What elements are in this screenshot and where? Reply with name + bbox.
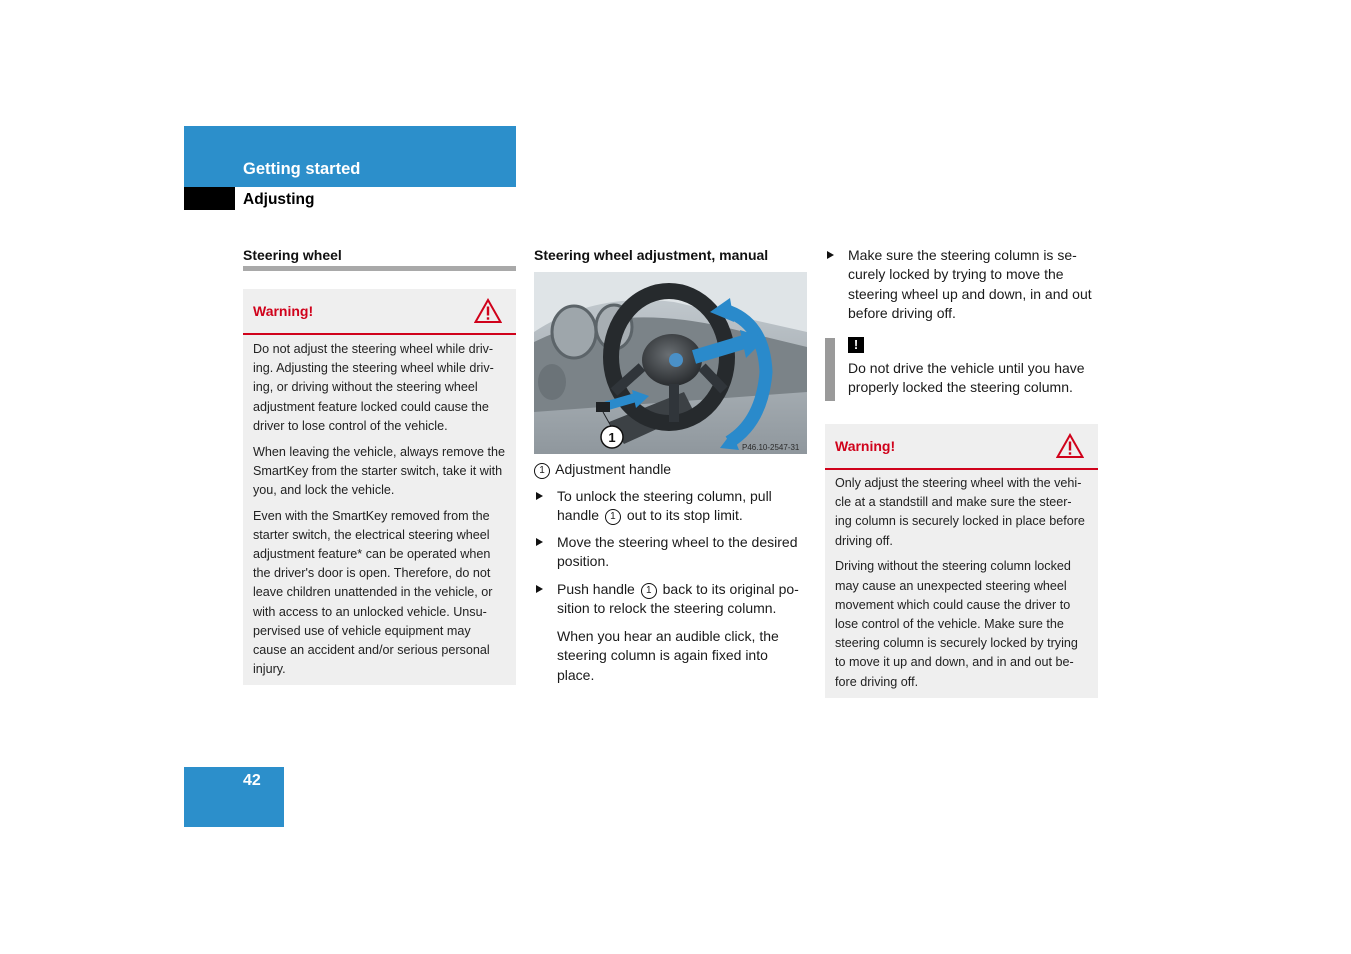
legend-number: 1 [534, 463, 550, 479]
notice-exclamation-icon: ! [848, 337, 864, 353]
warning-header [825, 424, 1098, 470]
bullet-arrow-icon [536, 538, 543, 546]
steering-wheel-photo [534, 272, 807, 454]
warning-paragraph: When leaving the vehicle, always remove the SmartKey from the starter switch, take it with you, and lock the vehicle. [253, 444, 506, 497]
bullet-arrow-icon [536, 492, 543, 500]
warning-paragraph: Do not adjust the steering wheel while driv-ing. Adjusting the steering wheel while driv-ing, or driving without the steering wheel adjustment feature locked could cause the driver to lose control of the vehicle. [253, 342, 494, 433]
step-text: Push handle [557, 581, 635, 597]
warning-triangle-icon [474, 298, 502, 324]
bullet-arrow-icon [536, 585, 543, 593]
notice-bar [825, 338, 835, 401]
step-text: To unlock the steering column, pull handle [557, 488, 772, 524]
step-relock [534, 580, 807, 619]
warning-header [243, 289, 516, 335]
steering-wheel-illustration [534, 272, 807, 454]
warning-text-left [253, 340, 506, 686]
warning-label: Warning! [835, 438, 896, 454]
notice-text: Do not drive the vehicle until you have properly locked the steering column. [848, 360, 1085, 396]
figure-legend [534, 460, 807, 479]
step-text: Make sure the steering column is se-curely locked by trying to move the steering wheel up and down, in and out before driving off. [848, 247, 1092, 322]
warning-box-left [243, 289, 516, 685]
warning-triangle-icon [1056, 433, 1084, 459]
step-verify-lock [825, 246, 1098, 324]
warning-paragraph: Only adjust the steering wheel with the vehi-cle at a standstill and make sure the steer-ing column is securely locked in place before driving off. [835, 476, 1085, 548]
warning-paragraph: Driving without the steering column locked may cause an unexpected steering wheel movement which could cause the driver to lose control of the vehicle. Make sure the steering column is securely locked by trying to move it up and down, and in and out be-fore driving off. [835, 559, 1078, 689]
warning-paragraph: Even with the SmartKey removed from the starter switch, the electrical steering wheel adjustment feature* can be operated when the driver's door is open. Therefore, do not leave children unattended in the vehicle, or with access to an unlocked vehicle. Unsu-pervised use of vehicle equipment may cause an accident and/or serious personal injury. [253, 508, 493, 677]
chapter-title: Getting started [243, 160, 361, 178]
bullet-arrow-icon [827, 251, 834, 259]
warning-label: Warning! [253, 303, 314, 319]
section-title: Adjusting [243, 191, 315, 208]
step-text: out to its stop limit. [626, 507, 743, 524]
warning-text-right [835, 474, 1088, 698]
section-marker [184, 187, 235, 210]
step-move [534, 533, 807, 572]
warning-box-right [825, 424, 1098, 698]
step-followup: When you hear an audible click, the steering column is again fixed into place. [557, 628, 779, 683]
step-text: Move the steering wheel to the desired position. [557, 534, 798, 570]
step-unlock [534, 487, 807, 526]
steering-wheel-heading: Steering wheel [243, 247, 342, 263]
page-number-box [184, 767, 284, 827]
page-number: 42 [243, 772, 261, 789]
heading-rule [243, 266, 516, 271]
figure-code: P46.10-2547-31 [742, 443, 800, 452]
step-number: 1 [641, 583, 657, 599]
figure-callout: 1 [608, 430, 616, 445]
step-text: back to its original po-sition to relock the steering column. [557, 581, 799, 617]
manual-adjustment-heading: Steering wheel adjustment, manual [534, 247, 769, 263]
step-number: 1 [605, 509, 621, 525]
legend-text: Adjustment handle [555, 461, 672, 477]
